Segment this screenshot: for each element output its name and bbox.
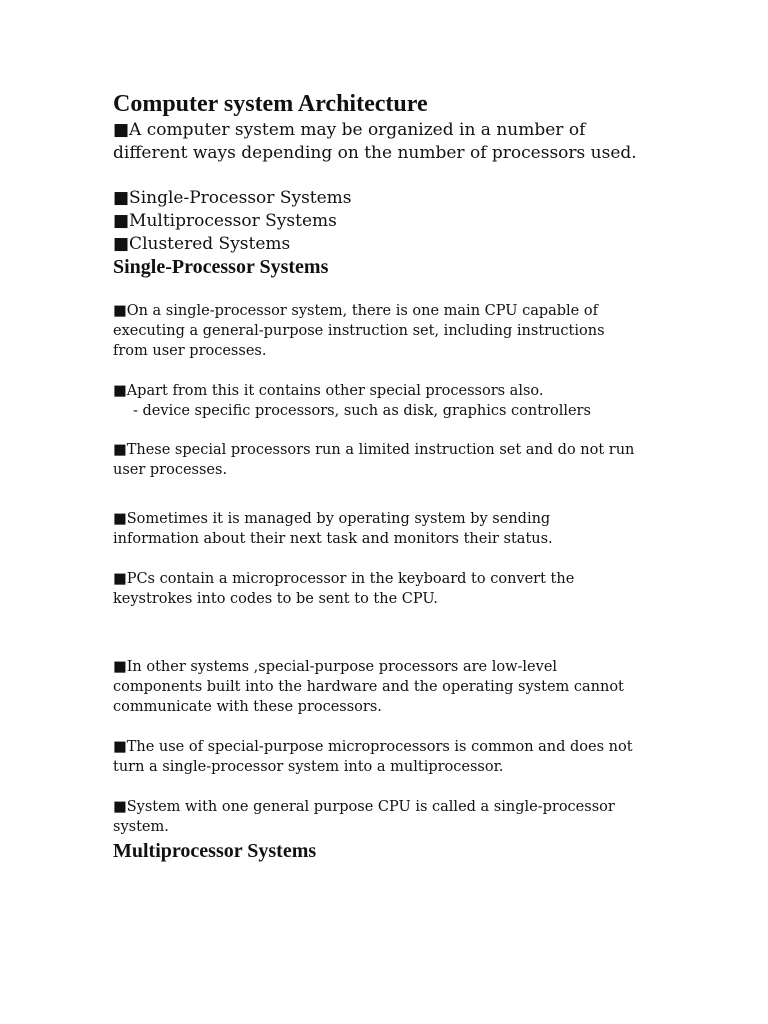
paragraph-line: information about their next task and monitors their status. [113, 531, 553, 547]
paragraph [113, 509, 713, 549]
paragraph-line: communicate with these processors. [113, 699, 382, 715]
paragraph-line: ■PCs contain a microprocessor in the keyboard to convert the [113, 571, 575, 587]
type-list [113, 187, 713, 256]
page-title: Computer system Architecture [113, 91, 428, 117]
paragraph-line: ■These special processors run a limited instruction set and do not run [113, 442, 635, 458]
paragraph-line: components built into the hardware and the operating system cannot [113, 679, 624, 695]
paragraph-line: turn a single-processor system into a multiprocessor. [113, 759, 504, 775]
paragraph [113, 301, 713, 361]
paragraph [113, 657, 713, 717]
paragraph [113, 440, 713, 480]
paragraph [113, 381, 713, 421]
paragraph-line: ■Sometimes it is managed by operating system by sending [113, 511, 551, 527]
paragraph-line: ■In other systems ,special-purpose processors are low-level [113, 659, 558, 675]
paragraph-line: from user processes. [113, 343, 267, 359]
list-item-multiprocessor: ■Multiprocessor Systems [113, 211, 337, 231]
paragraph [113, 569, 713, 609]
paragraph-line: user processes. [113, 462, 228, 478]
paragraph-line: executing a general-purpose instruction set, including instructions [113, 323, 605, 339]
list-item-single-processor: ■Single-Processor Systems [113, 188, 352, 208]
section-heading-single-processor: Single-Processor Systems [113, 256, 329, 278]
intro-line: different ways depending on the number of processors used. [113, 143, 637, 163]
paragraph-line: ■Apart from this it contains other special processors also. [113, 383, 544, 399]
section-heading-multiprocessor: Multiprocessor Systems [113, 840, 317, 862]
paragraph-line: ■The use of special-purpose microprocessors is common and does not [113, 739, 633, 755]
intro-paragraph [113, 119, 713, 165]
intro-line: ■A computer system may be organized in a number of [113, 120, 586, 140]
paragraph [113, 737, 713, 777]
list-item-clustered: ■Clustered Systems [113, 234, 291, 254]
paragraph-line: system. [113, 819, 169, 835]
paragraph-line: keystrokes into codes to be sent to the CPU. [113, 591, 438, 607]
paragraph-line: - device specific processors, such as disk, graphics controllers [133, 403, 591, 419]
paragraph [113, 797, 713, 837]
paragraph-line: ■System with one general purpose CPU is called a single-processor [113, 799, 615, 815]
paragraph-line: ■On a single-processor system, there is one main CPU capable of [113, 303, 598, 319]
